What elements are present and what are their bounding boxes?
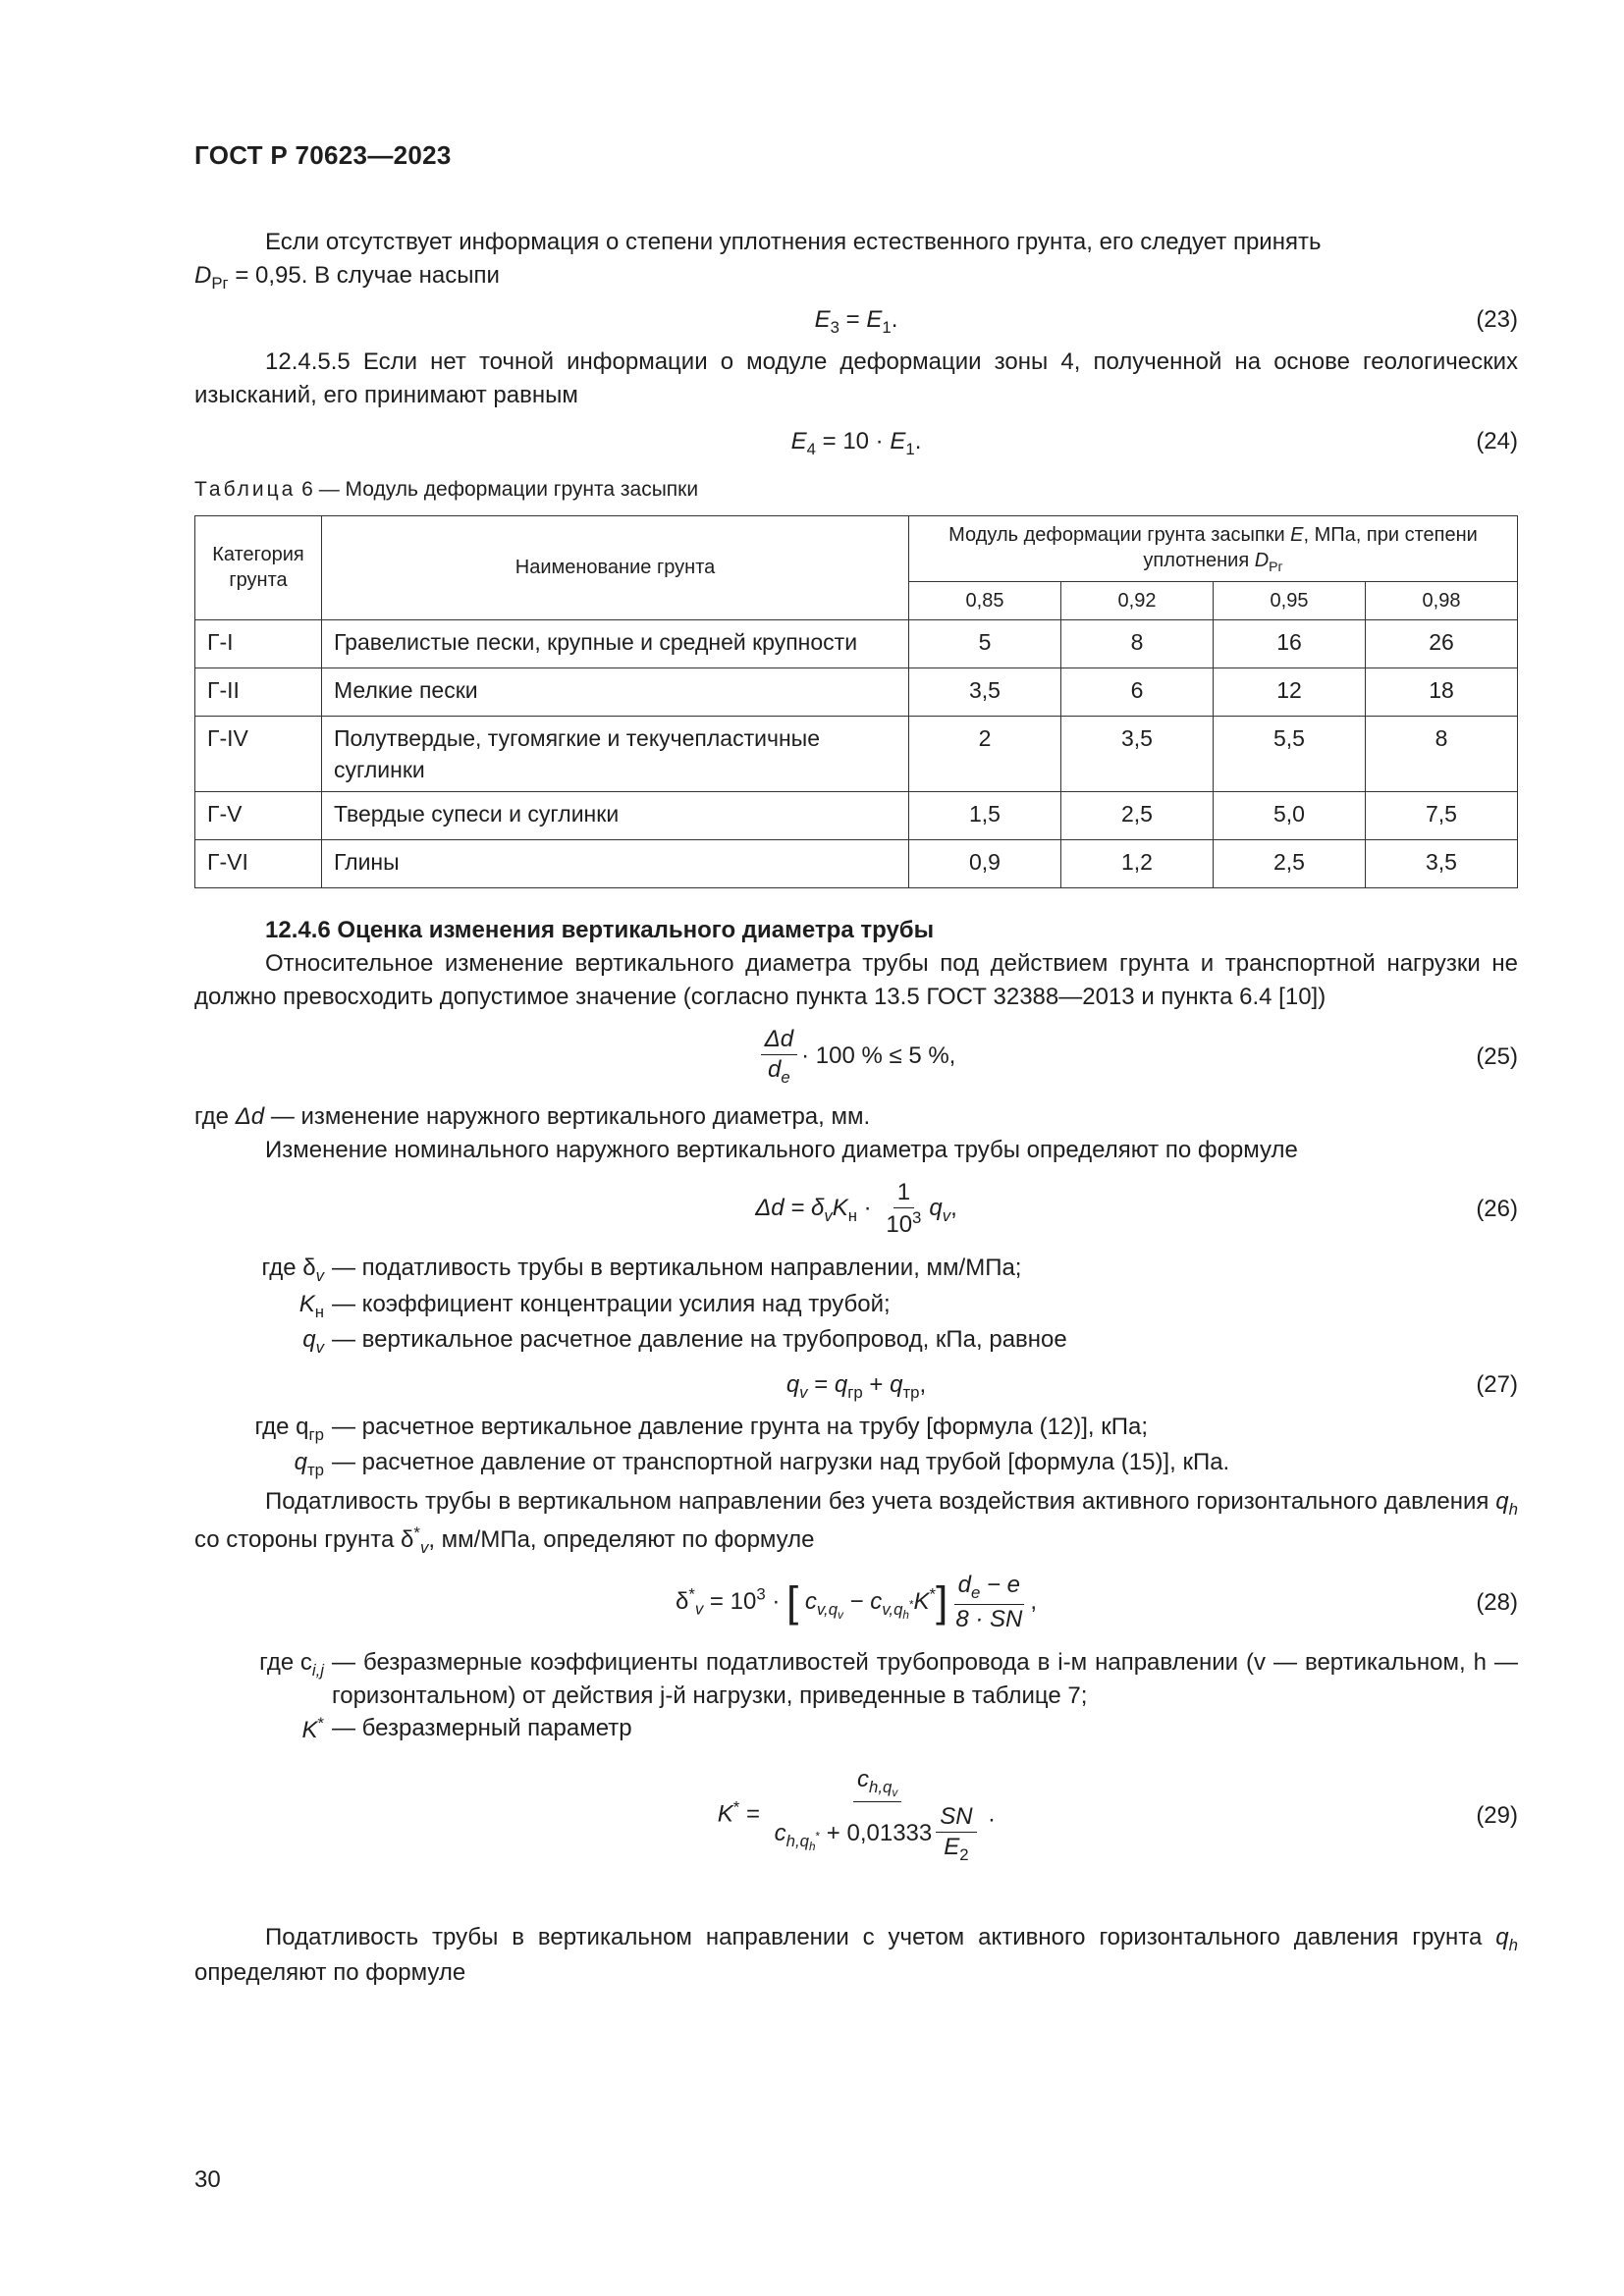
formula-number: (27) [1476,1370,1518,1398]
definition-row: K* — безразмерный параметр [301,1714,632,1744]
header-category: Категория грунта [195,515,322,619]
formula-number: (24) [1476,427,1518,454]
table-row: Г-IV Полутвердые, тугомягкие и текучепластичные суглинки 2 3,5 5,5 8 [195,717,1518,792]
header-density: 0,85 [909,582,1061,620]
paragraph-12-4-5-5: 12.4.5.5 Если нет точной информации о модуле деформации зоны 4, полученной на основе геологических изысканий, его принимают равным [194,348,1518,408]
definition-row: где $q_{гр}$ — расчетное вертикальное давление грунта на трубу [формула (12)], кПа; [254,1413,1149,1444]
formula-27: $q_v = q_{гр} + q_{тр}$, (27) [194,1365,1518,1405]
header-soil-name: Наименование грунта [322,515,909,619]
header-density: 0,95 [1214,582,1366,620]
definition-row: где $\delta_v$ — податливость трубы в вертикальном направлении, мм/МПа; [261,1255,1022,1286]
page-number: 30 [194,2166,221,2193]
formula-28: $\delta^*_v = 10^3$ · [ $c_{v,q_v} - c_{v,q_h^*}K^*$] $\frac{d_e - e}{8 \cdot SN}$ , (28) [675,1572,1518,1633]
paragraph-soil-density: Если отсутствует информация о степени уплотнения естественного грунта, его следует принять $D_{Рг} = 0,95$. В случае насыпи [194,229,1322,293]
formula-24: $E_4 = 10 \cdot E_1$. (24) [194,422,1518,461]
definitions-28 [194,1646,1518,1747]
definition-delta-d: где Δd — изменение наружного вертикального диаметра, мм. [194,1103,871,1131]
table-row: Г-I Гравелистые пески, крупные и средней крупности 5 8 16 26 [195,620,1518,668]
paragraph-final: Податливость трубы в вертикальном направлении с учетом активного горизонтального давления грунта $q_h$ определяют по формуле [194,1923,1518,1987]
formula-number: (28) [1476,1589,1518,1617]
definitions-27 [194,1411,1518,1482]
formula-number: (25) [1476,1042,1518,1070]
definition-row: $q_v$ — вертикальное расчетное давление на трубопровод, кПа, равное [302,1326,1067,1358]
definition-row: $K_н$ — коэффициент концентрации усилия над трубой; [298,1290,891,1321]
definition-row: где $c_{i,j}$ — безразмерные коэффициенты податливостей трубопровода в i-м направлении (v — вертикальном, h — горизонтальном) от действия j-й нагрузки, приведенные в таблице 7; [259,1649,1518,1709]
table-caption: Таблица 6 — Модуль деформации грунта засыпки [194,477,699,501]
paragraph-compliance: Податливость трубы в вертикальном направлении без учета воздействия активного горизонтального давления $q_h$ со стороны грунта $\delta^*_v$, мм/МПа, определяют по формуле [194,1488,1518,1557]
header-modulus: Модуль деформации грунта засыпки E, МПа, при степени уплотнения $D_{Рг}$ [909,515,1518,581]
table-row: Г-II Мелкие пески 3,5 6 12 18 [195,668,1518,717]
table-row: Г-V Твердые супеси и суглинки 1,5 2,5 5,0 7,5 [195,792,1518,840]
paragraph-formula-intro: Изменение номинального наружного вертикального диаметра трубы определяют по формуле [265,1136,1298,1163]
document-page [194,137,1518,1990]
paragraph-relative-change: Относительное изменение вертикального диаметра трубы под действием грунта и транспортной нагрузки не должно превосходить допустимое значение (согласно пункта 13.5 ГОСТ 32388—2013 и пункта 6.4 [10]) [194,950,1518,1010]
definition-row: $q_{тр}$ — расчетное давление от транспортной нагрузки над трубой [формула (15)], кПа. [294,1449,1230,1479]
formula-number: (29) [1476,1801,1518,1829]
formula-26: $\Delta d = \delta_vK_н$ · $\frac{1}{10^3}$ $q_v$, (26) [755,1179,1518,1239]
formula-number: (23) [1476,306,1518,334]
definitions-26 [194,1252,1518,1359]
table-row: Г-VI Глины 0,9 1,2 2,5 3,5 [195,840,1518,888]
formula-23: $E_3 = E_1$. (23) [194,300,1518,340]
section-title: 12.4.6 Оценка изменения вертикального диаметра трубы [265,917,935,944]
header-density: 0,98 [1366,582,1518,620]
header-density: 0,92 [1061,582,1214,620]
formula-number: (26) [1476,1196,1518,1223]
formula-29: K* = $c_{h,q_v}$ $c_{h,q_h^*} + 0,01333$ $\frac{SN}{E_2}$ . (29) [717,1766,1518,1864]
formula-25: $\frac{\Delta d}{d_e}$ · 100 % ≤ 5 %, (25) [194,1025,1518,1089]
document-header: ГОСТ Р 70623—2023 [194,140,452,170]
soil-modulus-table [194,515,1518,888]
